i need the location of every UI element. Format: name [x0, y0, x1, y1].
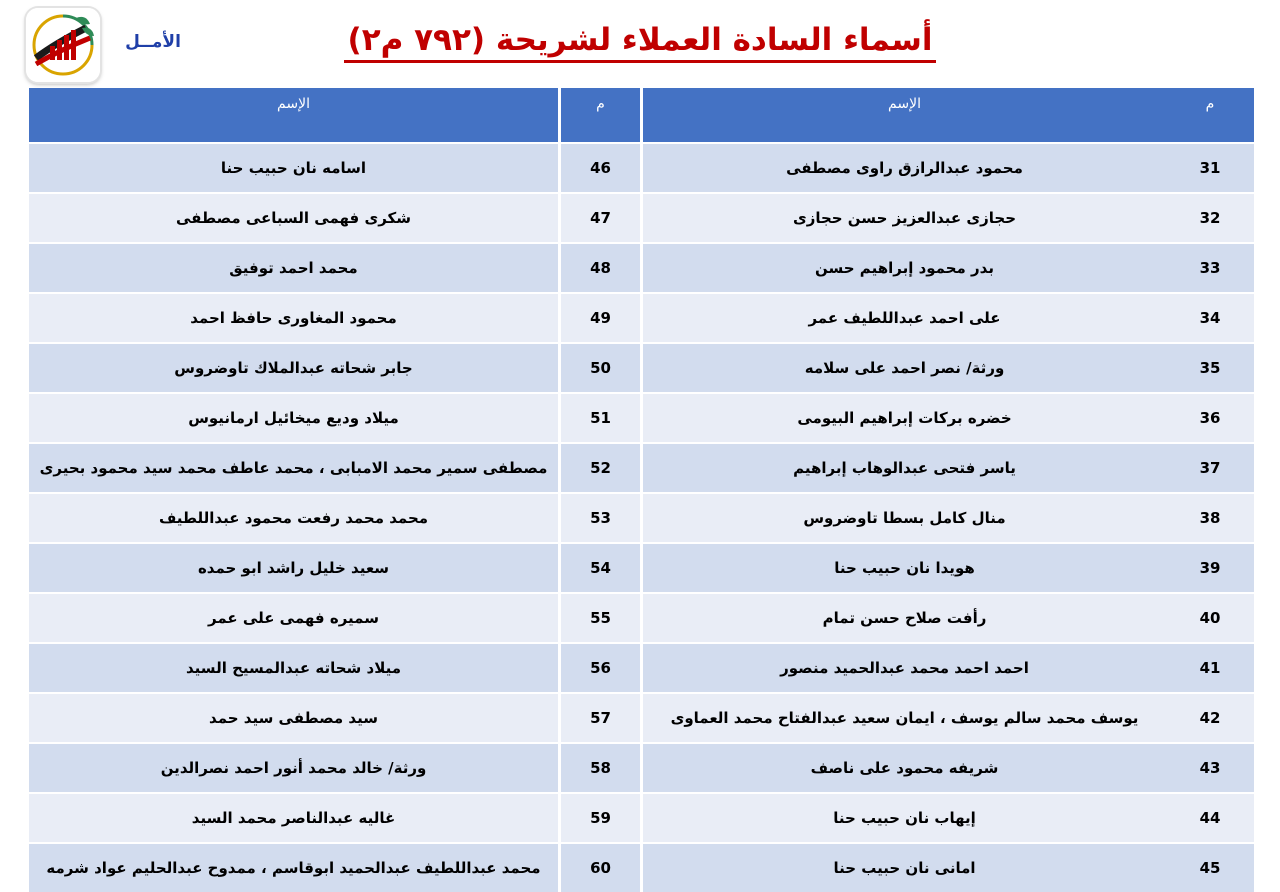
row-name: يوسف محمد سالم يوسف ، ايمان سعيد عبدالفتاح محمد العماوى — [640, 694, 1166, 742]
row-num: 52 — [558, 444, 640, 492]
header-num-2: م — [558, 88, 640, 142]
row-num: 59 — [558, 794, 640, 842]
row-name: شريفه محمود على ناصف — [640, 744, 1166, 792]
header-name-2: الإسم — [26, 88, 558, 142]
row-name: ورثة/ نصر احمد على سلامه — [640, 344, 1166, 392]
row-name: سميره فهمى على عمر — [26, 594, 558, 642]
row-name: حجازى عبدالعزيز حسن حجازى — [640, 194, 1166, 242]
row-name: سعيد خليل راشد ابو حمده — [26, 544, 558, 592]
row-num: 37 — [1166, 444, 1254, 492]
row-name: محمود عبدالرازق راوى مصطفى — [640, 144, 1166, 192]
row-name: جابر شحاته عبدالملاك تاوضروس — [26, 344, 558, 392]
brand-name: الأمــل — [125, 32, 181, 52]
row-num: 42 — [1166, 694, 1254, 742]
row-name: غاليه عبدالناصر محمد السيد — [26, 794, 558, 842]
customers-table — [26, 88, 1254, 877]
row-num: 44 — [1166, 794, 1254, 842]
row-num: 32 — [1166, 194, 1254, 242]
row-num: 36 — [1166, 394, 1254, 442]
row-name: مصطفى سمير محمد الامبابى ، محمد عاطف محمد سيد محمود بحيرى — [26, 444, 558, 492]
row-num: 31 — [1166, 144, 1254, 192]
row-name: ياسر فتحى عبدالوهاب إبراهيم — [640, 444, 1166, 492]
row-num: 49 — [558, 294, 640, 342]
row-name: هويدا نان حبيب حنا — [640, 544, 1166, 592]
row-name: ميلاد وديع ميخائيل ارمانيوس — [26, 394, 558, 442]
row-name: بدر محمود إبراهيم حسن — [640, 244, 1166, 292]
row-name: امانى نان حبيب حنا — [640, 844, 1166, 892]
row-name: ورثة/ خالد محمد أنور احمد نصرالدين — [26, 744, 558, 792]
header-num-1: م — [1166, 88, 1254, 142]
row-num: 45 — [1166, 844, 1254, 892]
row-num: 40 — [1166, 594, 1254, 642]
row-num: 48 — [558, 244, 640, 292]
row-num: 51 — [558, 394, 640, 442]
row-name: سيد مصطفى سيد حمد — [26, 694, 558, 742]
row-name: منال كامل بسطا تاوضروس — [640, 494, 1166, 542]
page-title-text: أسماء السادة العملاء لشريحة (٧٩٢ م٢) — [344, 22, 937, 63]
row-name: ميلاد شحاته عبدالمسيح السيد — [26, 644, 558, 692]
row-num: 55 — [558, 594, 640, 642]
row-name: احمد احمد محمد عبدالحميد منصور — [640, 644, 1166, 692]
row-num: 35 — [1166, 344, 1254, 392]
row-num: 53 — [558, 494, 640, 542]
row-num: 60 — [558, 844, 640, 892]
row-name: رأفت صلاح حسن تمام — [640, 594, 1166, 642]
row-name: شكرى فهمى السباعى مصطفى — [26, 194, 558, 242]
page-title — [340, 18, 940, 62]
row-num: 57 — [558, 694, 640, 742]
row-num: 47 — [558, 194, 640, 242]
row-num: 34 — [1166, 294, 1254, 342]
row-name: محمد احمد توفيق — [26, 244, 558, 292]
row-num: 33 — [1166, 244, 1254, 292]
page-header — [0, 0, 1280, 88]
row-num: 46 — [558, 144, 640, 192]
company-logo — [26, 8, 100, 82]
row-name: محمود المغاورى حافظ احمد — [26, 294, 558, 342]
header-name-1: الإسم — [640, 88, 1166, 142]
row-num: 43 — [1166, 744, 1254, 792]
row-name: اسامه نان حبيب حنا — [26, 144, 558, 192]
row-num: 38 — [1166, 494, 1254, 542]
row-num: 41 — [1166, 644, 1254, 692]
row-name: على احمد عبداللطيف عمر — [640, 294, 1166, 342]
row-name: خضره بركات إبراهيم البيومى — [640, 394, 1166, 442]
row-num: 54 — [558, 544, 640, 592]
row-name: إيهاب نان حبيب حنا — [640, 794, 1166, 842]
row-num: 56 — [558, 644, 640, 692]
row-name: محمد محمد رفعت محمود عبداللطيف — [26, 494, 558, 542]
row-name: محمد عبداللطيف عبدالحميد ابوقاسم ، ممدوح عبدالحليم عواد شرمه — [26, 844, 558, 892]
row-num: 58 — [558, 744, 640, 792]
row-num: 39 — [1166, 544, 1254, 592]
row-num: 50 — [558, 344, 640, 392]
